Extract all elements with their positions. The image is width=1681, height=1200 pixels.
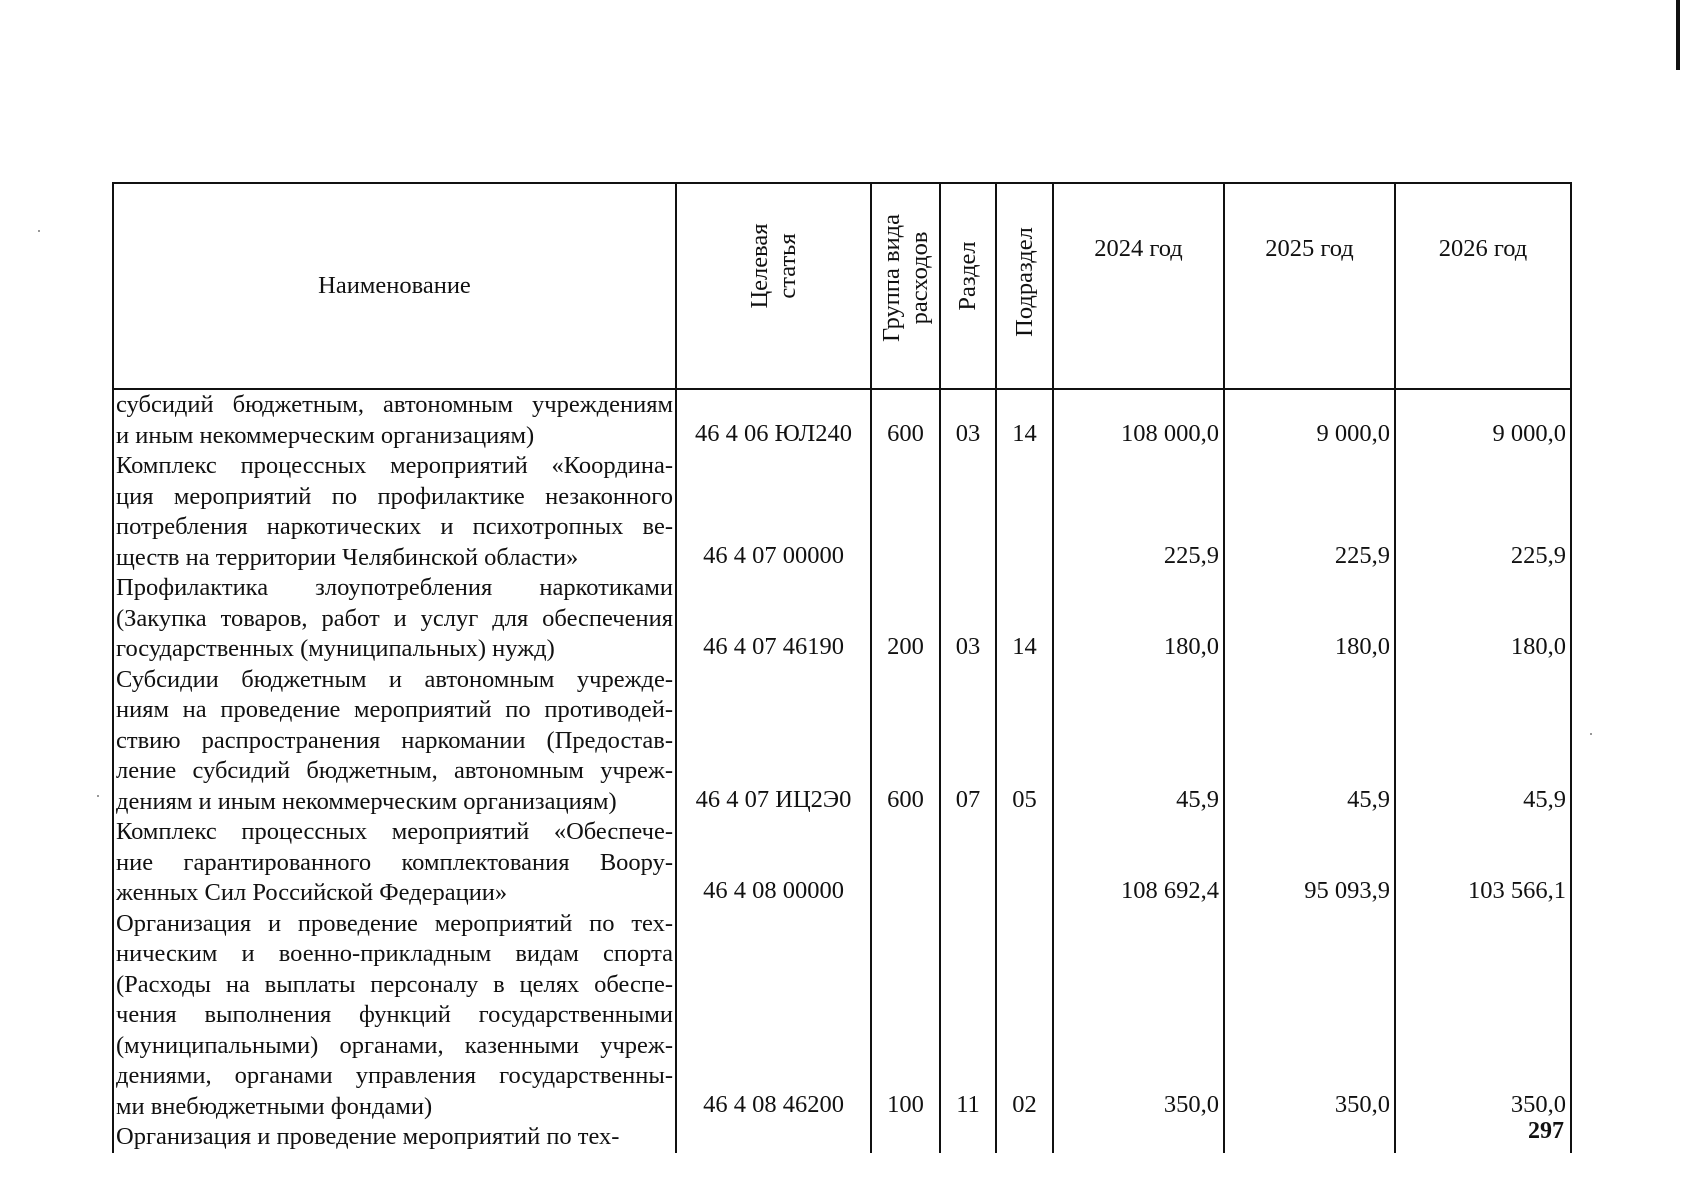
cell-amount-2025: 45,9 — [1224, 665, 1395, 818]
cell-name-line: Субсидии бюджетным и автономным учрежде- — [116, 665, 673, 693]
cell-name-line: Организация и проведение мероприятий по тех- — [116, 1123, 620, 1150]
header-name — [113, 183, 676, 389]
cell-amount-2024: 45,9 — [1053, 665, 1224, 818]
cell-subsection — [996, 1122, 1053, 1153]
table-row — [113, 1122, 1571, 1153]
cell-amount-2024: 350,0 — [1053, 909, 1224, 1123]
cell-name-line: ническим и военно-прикладным видам спорта — [116, 940, 673, 967]
cell-name-line: ниям на проведение мероприятий по противодей- — [116, 696, 673, 723]
header-subsection — [996, 183, 1053, 389]
cell-name-line: женных Сил Российской Федерации» — [116, 879, 508, 906]
cell-target-article: 46 4 07 00000 — [676, 451, 871, 573]
cell-name-line: Комплекс процессных мероприятий «Координа- — [116, 452, 673, 479]
header-article-line-1: Целевая — [745, 223, 773, 309]
cell-target-article: 46 4 08 00000 — [676, 817, 871, 909]
header-expense-group — [871, 183, 940, 389]
cell-amount-2024: 108 692,4 — [1053, 817, 1224, 909]
table-row — [113, 817, 1571, 909]
cell-amount-2026: 103 566,1 — [1395, 817, 1571, 909]
header-year-2024-label: 2024 год — [1094, 235, 1183, 262]
cell-name-line: Комплекс процессных мероприятий «Обеспече- — [116, 818, 673, 845]
cell-amount-2026: 350,0 — [1395, 909, 1571, 1123]
cell-amount-2025: 9 000,0 — [1224, 389, 1395, 451]
cell-amount-2024: 108 000,0 — [1053, 389, 1224, 451]
cell-name-line: (муниципальными) органами, казенными учреж- — [116, 1031, 673, 1059]
cell-name-line: и иным некоммерческим организациям) — [116, 421, 535, 449]
cell-section: 07 — [940, 665, 996, 818]
scan-speck — [38, 230, 40, 232]
cell-expense-group: 600 — [871, 665, 940, 818]
cell-subsection: 14 — [996, 573, 1053, 665]
table-row — [113, 389, 1571, 451]
cell-amount-2025: 95 093,9 — [1224, 817, 1395, 909]
header-year-2026 — [1395, 183, 1571, 389]
cell-name-line: чения выполнения функций государственными — [116, 1001, 673, 1028]
cell-section: 03 — [940, 389, 996, 451]
scan-speck — [97, 795, 99, 797]
cell-subsection: 02 — [996, 909, 1053, 1123]
cell-name-line: (Расходы на выплаты персоналу в целях обеспе- — [116, 970, 673, 998]
cell-target-article: 46 4 07 46190 — [676, 573, 871, 665]
cell-name-line: ми внебюджетными фондами) — [116, 1092, 433, 1120]
cell-name — [113, 1122, 676, 1153]
cell-name-line: потребления наркотических и психотропных ве- — [116, 513, 673, 540]
cell-name-line: (Закупка товаров, работ и услуг для обеспечения — [116, 604, 673, 632]
table-header-row — [113, 183, 1571, 389]
cell-expense-group — [871, 451, 940, 573]
cell-expense-group: 600 — [871, 389, 940, 451]
cell-name-line: ция мероприятий по профилактике незаконного — [116, 482, 673, 510]
cell-expense-group: 200 — [871, 573, 940, 665]
cell-section — [940, 451, 996, 573]
cell-section: 11 — [940, 909, 996, 1123]
cell-section: 03 — [940, 573, 996, 665]
cell-amount-2025: 225,9 — [1224, 451, 1395, 573]
cell-name-line: дениями, органами управления государственны- — [116, 1062, 673, 1089]
header-year-2024 — [1053, 183, 1224, 389]
header-target-article — [676, 183, 871, 389]
cell-target-article: 46 4 07 ИЦ2Э0 — [676, 665, 871, 818]
header-year-2025-label: 2025 год — [1265, 235, 1354, 262]
cell-name — [113, 451, 676, 573]
header-subsection-label: Подраздел — [1010, 227, 1038, 337]
cell-target-article: 46 4 06 ЮЛ240 — [676, 389, 871, 451]
cell-amount-2024 — [1053, 1122, 1224, 1153]
cell-name-line: субсидий бюджетным, автономным учреждениям — [116, 391, 673, 418]
cell-name-line: ществ на территории Челябинской области» — [116, 543, 579, 571]
cell-subsection: 14 — [996, 389, 1053, 451]
cell-target-article — [676, 1122, 871, 1153]
cell-amount-2024: 180,0 — [1053, 573, 1224, 665]
table-row — [113, 665, 1571, 818]
header-section — [940, 183, 996, 389]
cell-name — [113, 389, 676, 451]
cell-name-line: дениям и иным некоммерческим организациям) — [116, 787, 617, 815]
cell-amount-2025: 180,0 — [1224, 573, 1395, 665]
cell-name — [113, 909, 676, 1123]
cell-name-line: ствию распространения наркомании (Предостав- — [116, 726, 673, 754]
cell-name-line: ние гарантированного комплектования Воору- — [116, 848, 673, 876]
header-year-2025 — [1224, 183, 1395, 389]
table-row — [113, 573, 1571, 665]
table-body — [113, 389, 1571, 1153]
cell-amount-2025 — [1224, 1122, 1395, 1153]
header-article-line-2: статья — [773, 233, 801, 299]
cell-name — [113, 817, 676, 909]
cell-name — [113, 573, 676, 665]
cell-amount-2026: 180,0 — [1395, 573, 1571, 665]
scan-speck — [1590, 733, 1592, 735]
cell-subsection: 05 — [996, 665, 1053, 818]
cell-name-line: Профилактика злоупотребления наркотиками — [116, 574, 673, 601]
budget-table — [112, 182, 1572, 1153]
scan-edge-mark — [1676, 0, 1680, 70]
cell-section — [940, 1122, 996, 1153]
cell-amount-2026: 45,9 — [1395, 665, 1571, 818]
cell-amount-2026: 225,9 — [1395, 451, 1571, 573]
cell-name — [113, 665, 676, 818]
table-row — [113, 909, 1571, 1123]
cell-name-line: ление субсидий бюджетным, автономным учреж- — [116, 757, 673, 784]
cell-name-line: государственных (муниципальных) нужд) — [116, 635, 555, 662]
cell-expense-group: 100 — [871, 909, 940, 1123]
cell-target-article: 46 4 08 46200 — [676, 909, 871, 1123]
header-section-label: Раздел — [954, 241, 981, 311]
cell-subsection — [996, 451, 1053, 573]
cell-amount-2025: 350,0 — [1224, 909, 1395, 1123]
cell-amount-2026: 9 000,0 — [1395, 389, 1571, 451]
header-group-line-1: Группа вида — [877, 213, 905, 343]
header-year-2026-label: 2026 год — [1438, 235, 1528, 262]
table-row — [113, 451, 1571, 573]
header-group-line-2: расходов — [905, 231, 933, 325]
page-number: 297 — [1528, 1118, 1564, 1144]
cell-section — [940, 817, 996, 909]
header-name-label: Наименование — [318, 271, 471, 299]
cell-name-line: Организация и проведение мероприятий по тех- — [116, 909, 673, 937]
cell-expense-group — [871, 817, 940, 909]
cell-expense-group — [871, 1122, 940, 1153]
cell-amount-2024: 225,9 — [1053, 451, 1224, 573]
cell-subsection — [996, 817, 1053, 909]
